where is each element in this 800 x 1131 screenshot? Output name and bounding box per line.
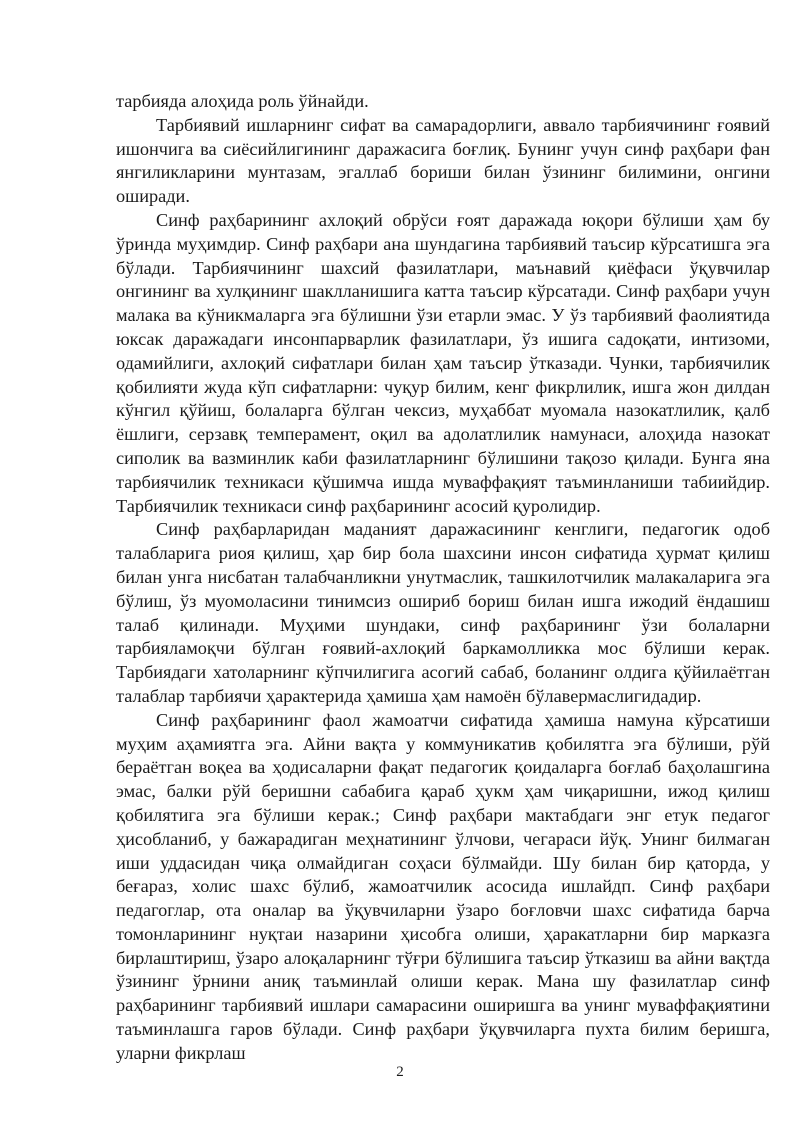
- paragraph: Синф раҳбарининг ахлоқий обрўси ғоят даражада юқори бўлиши ҳам бу ўринда муҳимдир. Синф раҳбари ана шундагина тарбиявий таъсир кўрсатишга эга бўлади. Тарбиячининг шахсий фазилатлари, маънавий қиёфаси ўқувчилар онгининг ва хулқининг шаклланишига катта таъсир кўрсатади. Синф раҳбари учун малака ва кўникмаларга эга бўлишни ўзи етарли эмас. У ўз тарбиявий фаолиятида юксак даражадаги инсонпарварлик фазилатлари, ўз ишига садоқати, интизоми, одамийлиги, ахлоқий сифатлари билан ҳам таъсир ўтказади. Чунки, тарбиячилик қобилияти жуда кўп сифатларни: чуқур билим, кенг фикрлилик, ишга жон дилдан кўнгил қўйиш, болаларга бўлган чексиз, муҳаббат муомала назокатлилик, қалб ёшлиги, серзавқ темперамент, оқил ва адолатлилик намунаси, алоҳида назокат сиполик ва вазминлик каби фазилатларнинг бўлишини тақозо қилади. Бунга яна тарбиячилик техникаси қўшимча ишда муваффақият таъминланиши табиийдир. Тарбиячилик техникаси синф раҳбарининг асосий қуролидир.: [116, 209, 770, 516]
- page-number: 2: [396, 1064, 404, 1080]
- paragraph: Тарбиявий ишларнинг сифат ва самарадорлиги, аввало тарбиячининг ғоявий ишончига ва сиёсийлигининг даражасига боғлиқ. Бунинг учун синф раҳбари фан янгиликларини мунтазам, эгаллаб бориши билан ўзининг билимини, онгини оширади.: [116, 114, 770, 207]
- paragraph-continuation: тарбияда алоҳида роль ўйнайди.: [116, 91, 369, 111]
- body-text: [116, 90, 770, 1066]
- paragraph: Синф раҳбарларидан маданият даражасининг кенглиги, педагогик одоб талабларига риоя қилиш, ҳар бир бола шахсини инсон сифатида ҳурмат қилиш билан унга нисбатан талабчанликни унутмаслик, ташкилотчилик малакаларига эга бўлиш, ўз муомоласини тинимсиз ошириб бориш билан ишга ижодий ёндашиш талаб қилинади. Муҳими шундаки, синф раҳбарининг ўзи болаларни тарбияламоқчи бўлган ғоявий-ахлоқий баркамолликка мос бўлиши керак. Тарбиядаги хатоларнинг кўпчилигига асогий сабаб, боланинг олдига қўйилаётган талаблар тарбиячи ҳарактерида ҳамиша ҳам намоён бўлавермаслигидадир.: [116, 519, 770, 706]
- paragraph: Синф раҳбарининг фаол жамоатчи сифатида ҳамиша намуна кўрсатиши муҳим аҳамиятга эга. Айни вақта у коммуникатив қобилятга эга бўлиши, рўй бераётган воқеа ва ҳодисаларни фақат педагогик қоидаларга боғлаб баҳолашгина эмас, балки рўй беришни сабабига қараб ҳукм ҳам чиқаришни, ижод қилиш қобилятига эга бўлиши керак.; Синф раҳбари мактабдаги энг етук педагог ҳисобланиб, у бажарадиган меҳнатининг ўлчови, чегараси йўқ. Унинг билмаган иши уддасидан чиқа олмайдиган соҳаси бўлмайди. Шу билан бир қаторда, у беғараз, холис шахс бўлиб, жамоатчилик асосида ишлайдп. Синф раҳбари педагоглар, ота оналар ва ўқувчиларни ўзаро боғловчи шахс сифатида барча томонларининг нуқтаи назарини ҳисобга олиши, ҳаракатларни бир марказга бирлаштириш, ўзаро алоқаларнинг тўғри бўлишига таъсир ўтказиш ва айни вақтда ўзининг ўрнини аниқ таъминлай олиши керак. Мана шу фазилатлар синф раҳбарининг тарбиявий ишлари самарасини оширишга ва унинг муваффақиятини таъминлашга гаров бўлади. Синф раҳбари ўқувчиларга пухта билим беришга, уларни фикрлаш: [116, 709, 770, 1063]
